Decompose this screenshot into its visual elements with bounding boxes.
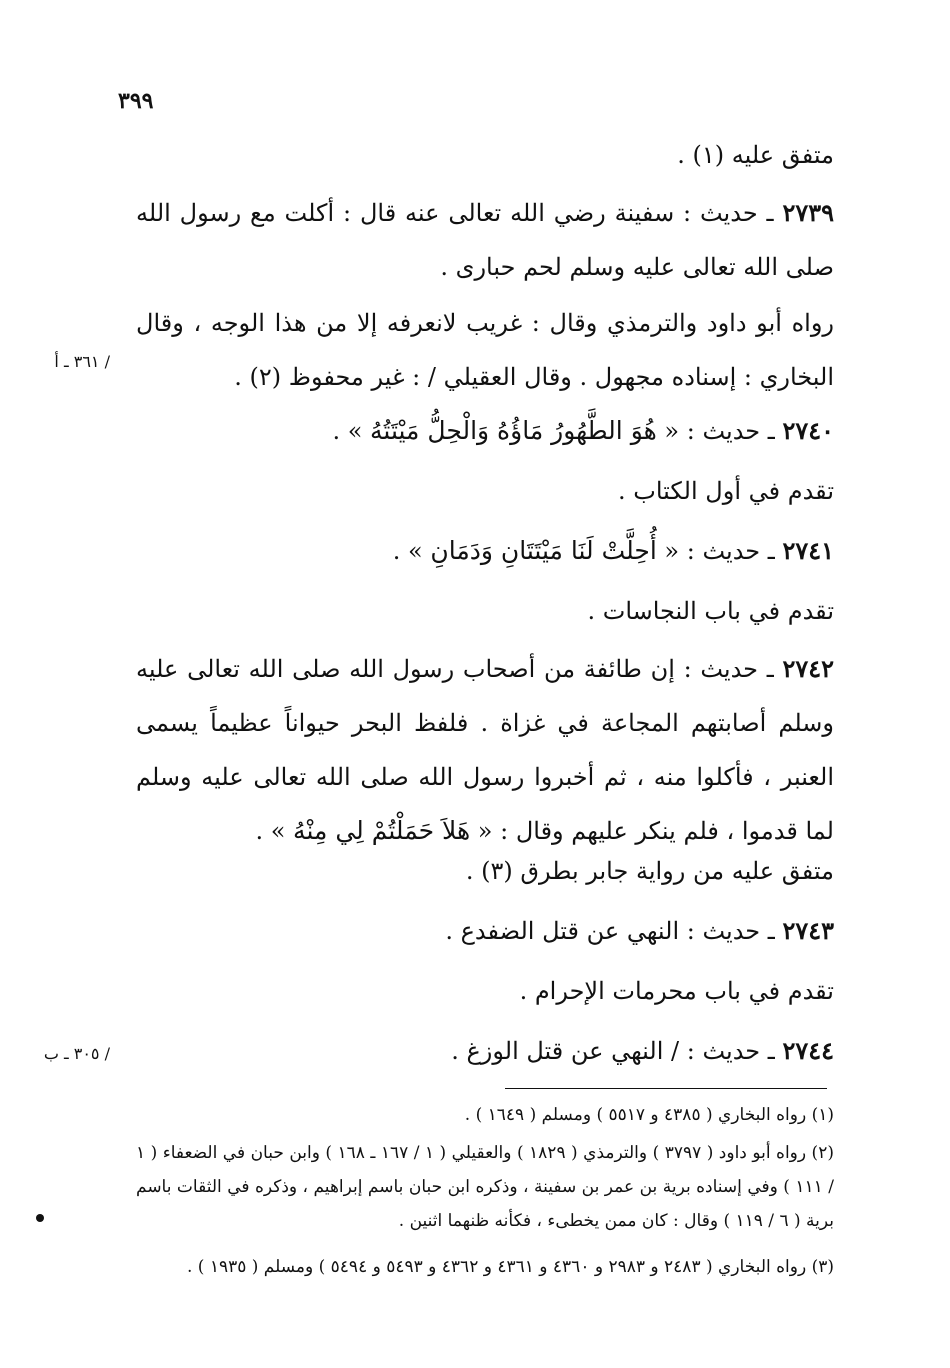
hadith-2739 — [136, 186, 834, 294]
separator: ـ — [760, 1037, 783, 1065]
hadith-lead: حديث : « — [656, 537, 761, 565]
hadith-tail: » . — [255, 817, 294, 845]
precedent-note-1: تقدم في أول الكتاب . — [618, 477, 834, 505]
hadith-2742 — [136, 642, 834, 858]
footnote-divider — [505, 1088, 827, 1089]
hadith-2741 — [136, 524, 834, 578]
page-number: ٣٩٩ — [118, 88, 154, 114]
precedent-note-3: تقدم في باب محرمات الإحرام . — [519, 977, 834, 1005]
precedent-note-2: تقدم في باب النجاسات . — [587, 597, 834, 625]
separator: ـ — [757, 199, 783, 227]
agreed-upon-note-2: متفق عليه من رواية جابر بطرق (٣) . — [465, 857, 834, 885]
hadith-2743 — [136, 904, 834, 958]
hadith-number: ٢٧٤٠ — [782, 416, 834, 445]
footnote-3: (٣) رواه البخاري ( ٢٤٨٣ و ٢٩٨٣ و ٤٣٦٠ و ٤٣٦١ و ٤٣٦٢ و ٥٤٩٣ و ٥٤٩٤ ) ومسلم ( ١٩٣٥ ) . — [186, 1257, 834, 1277]
hadith-quote: أُحِلَّتْ لَنَا مَيْتَتَانِ وَدَمَانِ — [430, 536, 657, 565]
hadith-text: حديث : سفينة رضي الله تعالى عنه قال : أكلت مع رسول الله صلى الله تعالى عليه وسلم لحم حبارى . — [136, 199, 834, 281]
footnote-1: (١) رواه البخاري ( ٤٣٨٥ و ٥٥١٧ ) ومسلم ( ١٦٤٩ ) . — [464, 1105, 834, 1125]
narration-note: رواه أبو داود والترمذي وقال : غريب لانعرفه إلا من هذا الوجه ، وقال البخاري : إسناده مجهول . وقال العقيلي / : غير محفوظ (٢) . — [136, 309, 834, 391]
ink-dot — [36, 1214, 44, 1222]
hadith-number: ٢٧٤٣ — [782, 916, 834, 945]
hadith-lead: حديث : إن طائفة من أصحاب رسول الله صلى الله تعالى عليه وسلم أصابتهم المجاعة في غزاة . فلفظ البحر حيواناً عظيماً يسمى العنبر ، فأكلوا منه ، ثم أخبروا رسول الله صلى الله تعالى عليه وسلم لما قدموا ، فلم ينكر عليهم وقال : « — [136, 655, 834, 845]
hadith-quote: هَلاَ حَمَلْتُمْ لِي مِنْهُ — [293, 816, 471, 845]
separator: ـ — [760, 417, 783, 445]
footnote-2: (٢) رواه أبو داود ( ٣٧٩٧ ) والترمذي ( ١٨٢٩ ) والعقيلي ( ١ / ١٦٧ ـ ١٦٨ ) وابن حبان في الضعفاء ( ١ / ١١١ ) وفي إسناده برية بن عمر بن سفينة ، وذكره ابن حبان باسم إبراهيم ، وذكره في الثقات باسم برية ( ٦ / ١١٩ ) وقال : كان ممن يخطىء ، فكأنه ظنهما اثنين . — [136, 1143, 834, 1231]
margin-folio-note: / ٣٦١ ـ أ — [54, 352, 110, 371]
agreed-upon-note-1: متفق عليه (١) . — [677, 141, 834, 169]
hadith-2744 — [136, 1024, 834, 1078]
separator: ـ — [760, 917, 783, 945]
hadith-number: ٢٧٣٩ — [782, 198, 834, 227]
hadith-2740 — [136, 404, 834, 458]
separator: ـ — [758, 655, 783, 683]
hadith-quote: هُوَ الطَّهُورُ مَاؤُهُ وَالْحِلُّ مَيْتَتُهُ — [370, 416, 657, 445]
hadith-text: حديث : / النهي عن قتل الوزغ . — [451, 1037, 761, 1065]
separator: ـ — [760, 537, 783, 565]
hadith-tail: » . — [392, 537, 431, 565]
margin-folio-note: / ٣٠٥ ـ ب — [43, 1044, 110, 1063]
hadith-number: ٢٧٤٤ — [782, 1036, 834, 1065]
hadith-lead: حديث : « — [656, 417, 761, 445]
hadith-text: حديث : النهي عن قتل الضفدع . — [445, 917, 761, 945]
hadith-number: ٢٧٤٢ — [782, 654, 835, 683]
hadith-number: ٢٧٤١ — [782, 536, 834, 565]
hadith-tail: » . — [332, 417, 371, 445]
